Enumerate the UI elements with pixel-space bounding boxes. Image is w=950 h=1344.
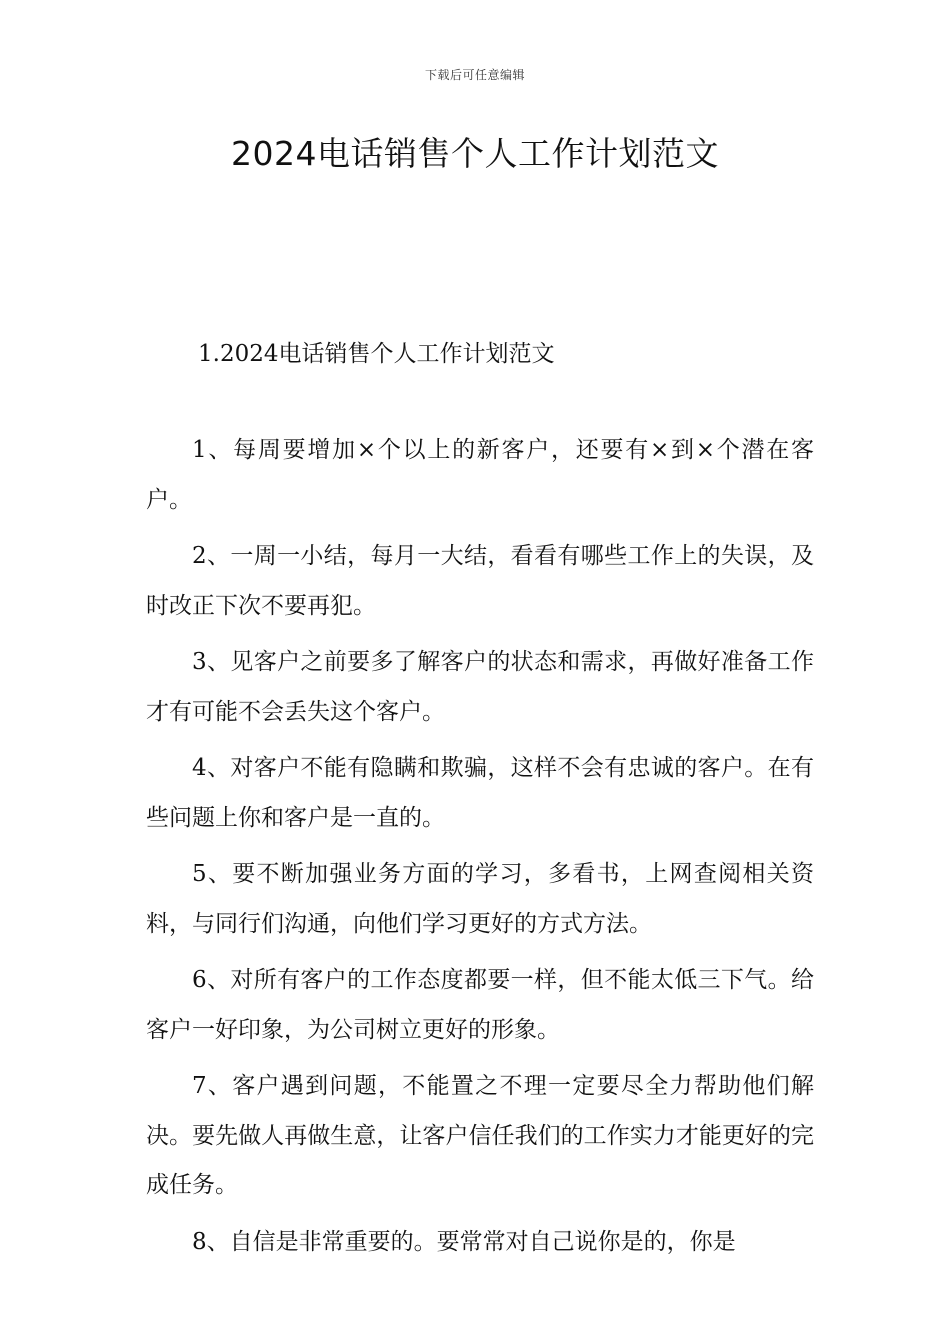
paragraph-1: 1、每周要增加×个以上的新客户，还要有×到×个潜在客户。: [146, 437, 814, 513]
paragraph-7: 7、客户遇到问题，不能置之不理一定要尽全力帮助他们解决。要先做人再做生意，让客户信任我们的工作实力才能更好的完成任务。: [146, 1073, 814, 1198]
section-heading: 1.2024电话销售个人工作计划范文: [198, 341, 555, 367]
paragraph-3: 3、见客户之前要多了解客户的状态和需求，再做好准备工作才有可能不会丢失这个客户。: [146, 649, 814, 725]
document-title: 2024电话销售个人工作计划范文: [231, 134, 719, 173]
document-body: [146, 426, 814, 1274]
paragraph-8: 8、自信是非常重要的。要常常对自己说你是的，你是: [192, 1228, 736, 1255]
paragraph-6: 6、对所有客户的工作态度都要一样，但不能太低三下气。给客户一好印象，为公司树立更好的形象。: [146, 967, 814, 1043]
paragraph-2: 2、一周一小结，每月一大结，看看有哪些工作上的失误，及时改正下次不要再犯。: [146, 543, 814, 619]
paragraph-4: 4、对客户不能有隐瞒和欺骗，这样不会有忠诚的客户。在有些问题上你和客户是一直的。: [146, 755, 814, 831]
paragraph-5: 5、要不断加强业务方面的学习，多看书，上网查阅相关资料，与同行们沟通，向他们学习更好的方式方法。: [146, 861, 814, 937]
header-note: 下载后可任意编辑: [424, 68, 525, 82]
